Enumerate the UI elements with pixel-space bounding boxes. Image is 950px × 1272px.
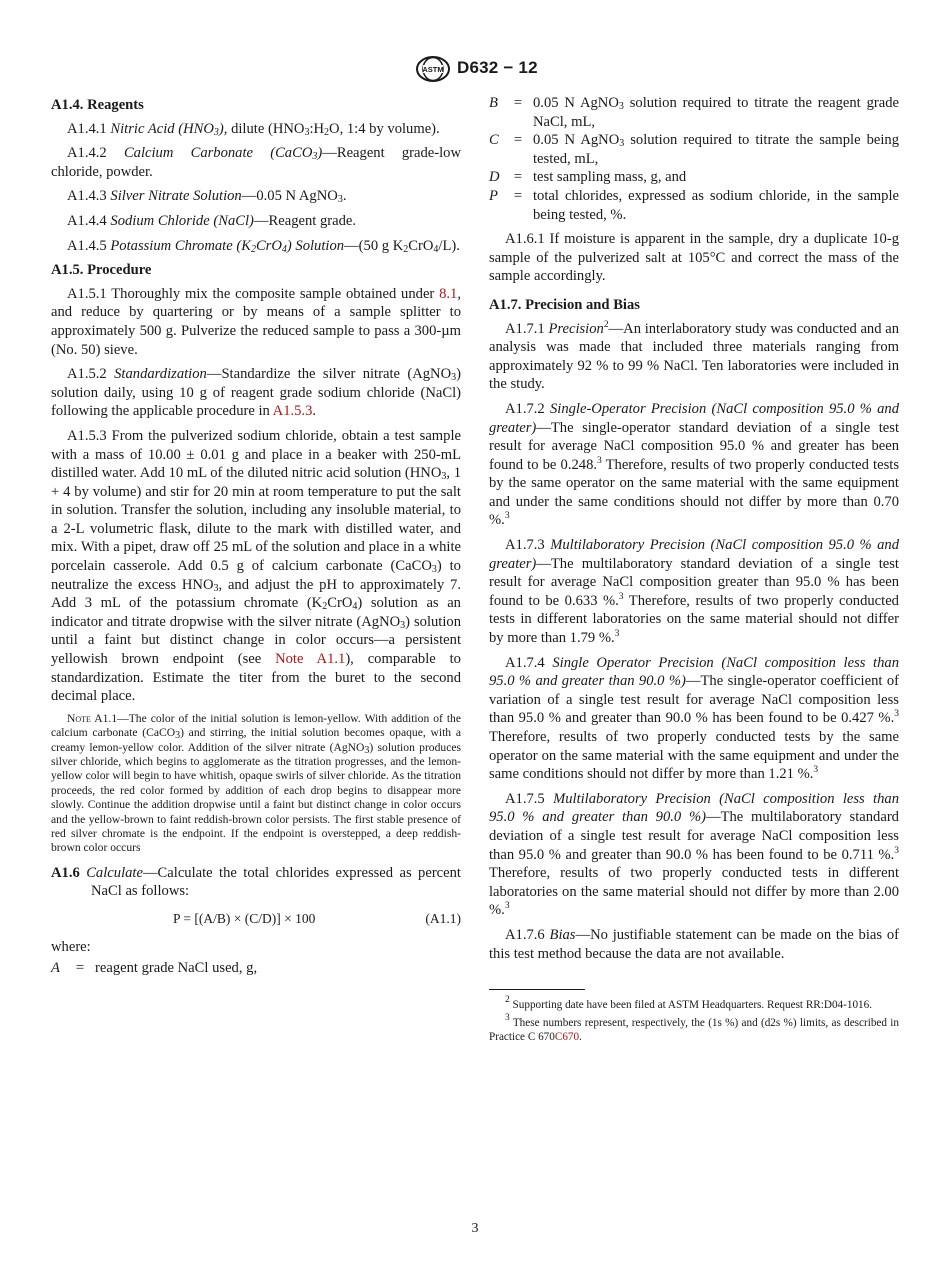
footnote-divider (489, 989, 585, 990)
variable-d: D = test sampling mass, g, and (489, 169, 687, 186)
formula-expression: P = [(A/B) × (C/D)] × 100 (173, 911, 316, 927)
procedure-heading: A1.5. Procedure (51, 262, 152, 279)
precision-a173: A1.7.3 Multilaboratory Precision (NaCl composition 95.0 % and greater)—The multilaboratory standard deviation of a single test result for average NaCl composition greater than 95.0 % has been found to be 0.633 %.$^3$ Therefore, results of two properly conducted tests in different laboratories on the same material should not differ by more than 1.79 %.$^3$ (489, 537, 900, 647)
right-column (489, 94, 899, 1047)
procedure-a153: A1.5.3 From the pulverized sodium chloride, obtain a test sample with a mass of 10.00 ± 0.01 g and place in a beaker with 250-mL distilled water. Add 10 mL of the diluted nitric acid solution ($HNO_3$, 1 + 4 by volume) and stir for 20 min at room temperature to put the salt in solution. Transfer the solution, including any insoluble material, to a 2-L volumetric flask, dilute to the mark with distilled water, and mix. With a pipet, draw off 25 mL of the solution and place in a white porcelain casserole. Add 0.5 g of calcium carbonate (CaCO$_3$) to neutralize the excess $HNO_3$, and adjust the pH to approximately 7. Add 3 mL of the potassium chromate $(K_2CrO_4)$ solution as an indicator and titrate dropwise with the silver nitrate (AgNO$_3$) solution until a faint but distinct change in color occurs—a persistent yellowish brown endpoint (see Note A1.1), comparable to standardization. Estimate the titer from the buret to the second decimal place. (51, 427, 462, 705)
precision-a174: A1.7.4 Single Operator Precision (NaCl composition less than 95.0 % and greater than 90.0 %)—The single-operator coefficient of variation of a single test result for average NaCl composition less than 95.0 % and greater than 90.0 % has been found to be 0.427 %.$^3$ Therefore, results of two properly conducted tests by the same operator on the same material with the same equipment and under the same conditions should not differ by more than 1.21 %.$^3$ (489, 654, 899, 783)
moisture-a161: A1.6.1 If moisture is apparent in the sample, dry a duplicate 10-g sample of the pulverized salt at 105°C and correct the mass of the sample accordingly. (489, 231, 899, 285)
link-note-a1-1[interactable]: Note A1.1 (275, 651, 346, 668)
variable-p: P = total chlorides, expressed as sodium chloride, in the sample being tested, %. (489, 187, 899, 223)
formula-number: (A1.1) (425, 911, 461, 927)
precision-a171: A1.7.1 Precision$^2$—An interlaboratory study was conducted and an analysis was made that included three materials ranging from approximately 92 % to 99 % NaCl. Ten laboratories were included in the study. (489, 319, 899, 393)
designation-title: D632 − 12 (457, 58, 538, 77)
procedure-a151: A1.5.1 Thoroughly mix the composite sample obtained under 8.1, and reduce by quartering or by means of a sample splitter to approximately 500 g. Pulverize the reduced sample to pass a 300-µm (No. 50) sieve. (51, 285, 461, 358)
precision-a175: A1.7.5 Multilaboratory Precision (NaCl composition less than 95.0 % and greater than 90.0 %)—The multilaboratory standard deviation of a single test result for average NaCl composition less than 95.0 % and greater than 90.0 % has been found to be 0.711 %.$^3$ Therefore, results of two properly conducted tests in different laboratories on the same material should not differ by more than 2.00 %.$^3$ (489, 790, 899, 919)
variable-a: A = reagent grade NaCl used, g, (51, 959, 258, 976)
variable-b: B = 0.05 N AgNO$_3$ solution required to titrate the reagent grade NaCl, mL, (489, 95, 899, 130)
calculate-paragraph: A1.6 Calculate—Calculate the total chlorides expressed as percent NaCl as follows: (51, 864, 461, 900)
variable-list (489, 94, 899, 224)
reagent-calcium-carbonate: A1.4.2 Calcium Carbonate (CaCO$_3$)—Reagent grade-low chloride, powder. (51, 145, 462, 180)
procedure-a152: A1.5.2 Standardization—Standardize the silver nitrate (AgNO$_3$) solution daily, using 10 g of reagent grade sodium chloride (NaCl) following the applicable procedure in A1.5.3. (51, 366, 462, 420)
reagent-nitric-acid: A1.4.1 Nitric Acid $(HNO_3)$, dilute ($HNO_3:H_2O$, 1:4 by volume). (67, 120, 440, 138)
precision-a172: A1.7.2 Single-Operator Precision (NaCl composition 95.0 % and greater)—The single-operator standard deviation of a single test result for average NaCl composition 95.0 % and greater has been found to be 0.248.$^3$ Therefore, results of two properly conducted tests by the same operator on the same material with the same equipment and under the same conditions should not differ by more than 0.70 %.$^3$ (489, 400, 899, 529)
reagent-potassium-chromate: A1.4.5 Potassium Chromate $(K_2CrO_4)$ Solution—(50 g $K_2CrO_4/L$). (67, 237, 460, 255)
reagents-heading: A1.4. Reagents (51, 97, 144, 113)
astm-logo-icon (415, 56, 451, 82)
footnote-2: $^2$ Supporting date have been filed at ASTM Headquarters. Request RR:D04-1016. (505, 995, 873, 1012)
reagent-sodium-chloride: A1.4.4 Sodium Chloride (NaCl)—Reagent grade. (67, 212, 357, 229)
link-a1-5-3[interactable]: A1.5.3 (272, 403, 313, 420)
where-label: where: (51, 939, 91, 956)
note-a1-1: Note A1.1—The color of the initial solution is lemon-yellow. With addition of the calcium carbonate (CaCO$_3$) and stirring, the initial solution becomes opaque, with a creamy lemon-yellow color. Addition of the silver nitrate (AgNO$_3$) solution produces silver chloride, which begins to agglomerate as the titration progresses, and the lemon-yellow color will begin to have whitish, opaque swirls of silver chloride. As the titration proceeds, the red color formed by addition of each drop begins to disappear more slowly. Continue the addition dropwise until a faint but distinct change in color occurs and the yellow-brown to faint reddish-brown color persists. The first stable presence of red silver chromate is the endpoint. If the endpoint is overstepped, a deep reddish-brown color occurs (51, 711, 462, 855)
bias-a176: A1.7.6 Bias—No justifiable statement can be made on the bias of this test method because the data are not available. (489, 926, 899, 962)
reagent-silver-nitrate: A1.4.3 Silver Nitrate Solution—0.05 N AgNO$_3$. (67, 188, 347, 206)
svg-text:ASTM: ASTM (422, 65, 444, 74)
link-c670[interactable]: C670 (554, 1030, 580, 1043)
formula-a1-1 (51, 907, 461, 931)
link-section-8-1[interactable]: 8.1 (439, 285, 458, 302)
page-number: 3 (471, 1221, 479, 1236)
footnote-3: $^3$ These numbers represent, respectively, the (1s %) and (d2s %) limits, as described in Practice C 670C670. (489, 1012, 899, 1043)
precision-heading: A1.7. Precision and Bias (489, 296, 640, 313)
variable-c: C = 0.05 N AgNO$_3$ solution required to titrate the sample being tested, mL, (489, 132, 899, 167)
page-header (0, 56, 950, 82)
left-column (51, 94, 461, 977)
